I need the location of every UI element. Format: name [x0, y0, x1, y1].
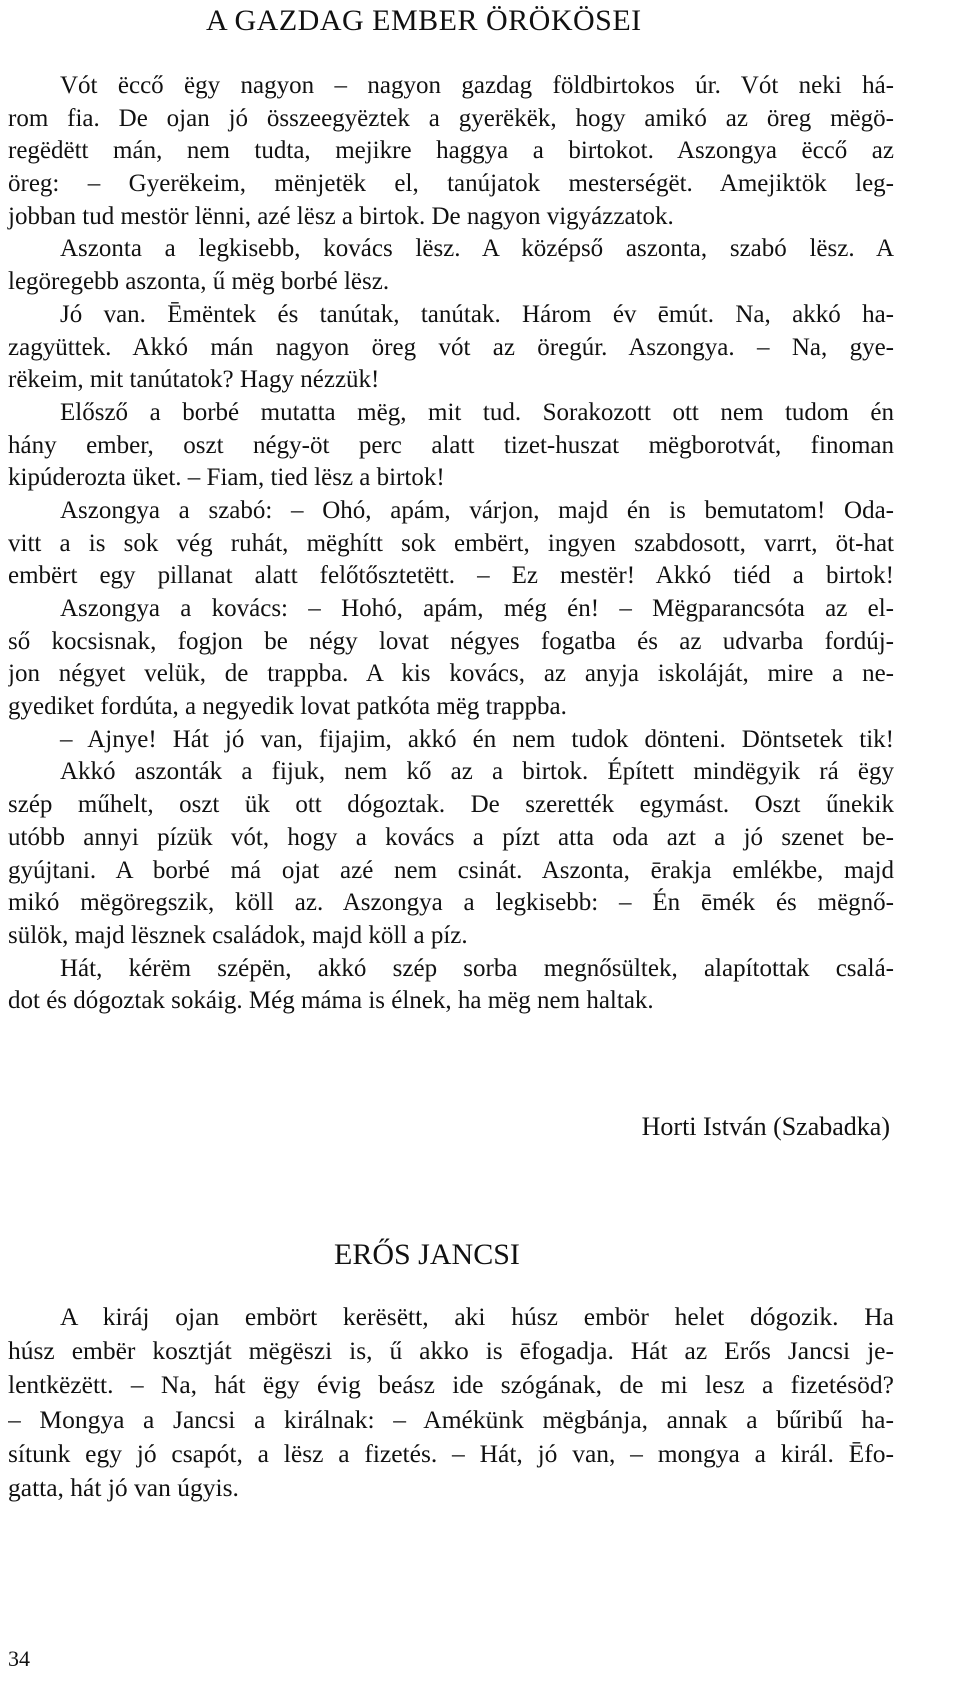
text-line: dot és dógoztak sokáig. Még máma is élnek, ha mëg nem haltak. — [8, 987, 654, 1015]
text-line: legöregebb aszonta, ű mëg borbé lësz. — [8, 268, 390, 296]
text-line: embërt egy pillanat alatt felőtősztetëtt. – Ez mestër! Akkó tiéd a birtok! — [8, 562, 894, 590]
text-line: Aszongya a szabó: – Ohó, apám, várjon, majd én is bemutatom! Oda- — [60, 496, 894, 524]
story-body — [8, 1300, 894, 1505]
text-line: sítunk egy jó csapót, a lësz a fizetés. – Hát, jó van, – mongya a királ. Ēfo- — [8, 1438, 894, 1468]
text-line: gyújtani. A borbé má ojat azé nem csinát. Aszonta, ērakja emlékbe, majd — [8, 856, 894, 884]
text-line: zagyüttek. Akkó mán nagyon öreg vót az öregúr. Aszongya. – Na, gye- — [8, 333, 894, 361]
text-line: jon négyet velük, de trappba. A kis kovács, az anyja iskoláját, mire a ne- — [8, 660, 894, 688]
story-title: A GAZDAG EMBER ÖRÖKÖSEI — [206, 4, 642, 37]
text-line: vitt a is sok vég ruhát, mëghítt sok embërt, ingyen szabdosott, varrt, öt-hat — [8, 529, 894, 557]
text-line: gatta, hát jó van úgyis. — [8, 1472, 239, 1502]
text-line: Elősző a borbé mutatta mëg, mit tud. Sorakozott ott nem tudom én — [60, 398, 894, 426]
text-line: szép műhelt, oszt ük ott dógoztak. De szerették egymást. Oszt űnekik — [8, 791, 894, 819]
text-line: lentkëzëtt. – Na, hát ëgy évig beász ide szógának, de mi lesz a fizetésöd? — [8, 1370, 894, 1400]
text-line: öreg: – Gyerëkeim, mënjetëk el, tanújatok mesterségët. Amejiktök leg- — [8, 170, 894, 198]
text-line: gyediket fordúta, a negyedik lovat patkóta mëg trappba. — [8, 693, 567, 721]
text-line: sülök, majd lësznek családok, majd köll a píz. — [8, 921, 468, 949]
text-line: rëkeim, mit tanútatok? Hagy nézzük! — [8, 366, 380, 394]
text-line: utóbb annyi pízük vót, hogy a kovács a pízt atta oda azt a jó szenet be- — [8, 823, 894, 851]
text-line: jobban tud mestör lënni, azé lësz a birtok. De nagyon vigyázzatok. — [8, 202, 674, 230]
text-line: rom fia. De ojan jó összeegyëztek a gyerëkëk, hogy amikó az öreg mëgö- — [8, 104, 894, 132]
text-line: mikó mëgöregszik, köll az. Aszongya a legkisebb: – Én ēmék és mëgnő- — [8, 889, 894, 917]
page-number: 34 — [8, 1646, 30, 1671]
text-line: regëdëtt mán, nem tudta, mejikre haggya a birtokot. Aszongya ëccő az — [8, 137, 894, 165]
text-line: kipúderozta üket. – Fiam, tied lësz a birtok! — [8, 464, 445, 492]
text-line: – Mongya a Jancsi a királnak: – Amékünk mëgbánja, annak a bűribű ha- — [8, 1404, 894, 1434]
text-line: ső kocsisnak, fogjon be négy lovat négyes fogatba és az udvarba fordúj- — [8, 627, 894, 655]
text-line: – Ajnye! Hát jó van, fijajim, akkó én nem tudok dönteni. Döntsetek tik! — [60, 725, 894, 753]
story-body — [8, 70, 894, 1018]
author-credit: Horti István (Szabadka) — [641, 1112, 890, 1141]
text-line: hány ember, oszt négy-öt perc alatt tizet-huszat mëgborotvát, finoman — [8, 431, 894, 459]
text-line: Jó van. Ēmëntek és tanútak, tanútak. Három év ēmút. Na, akkó ha- — [60, 300, 894, 328]
text-line: Vót ëccő ëgy nagyon – nagyon gazdag földbirtokos úr. Vót neki há- — [60, 72, 894, 99]
text-line: A kiráj ojan embört kerësëtt, aki húsz embör helet dógozik. Ha — [60, 1302, 894, 1331]
text-line: Hát, kérëm szépën, akkó szép sorba megnősültek, alapítottak csalá- — [60, 954, 894, 982]
text-line: húsz embër kosztját mëgëszi is, ű akko is ēfogadja. Hát az Erős Jancsi je- — [8, 1336, 894, 1366]
text-line: Akkó aszonták a fijuk, nem kő az a birtok. Épített mindëgyik rá ëgy — [60, 758, 894, 786]
text-line: Aszongya a kovács: – Hohó, apám, még én! – Mëgparancsóta az el- — [60, 595, 894, 622]
story-title: ERŐS JANCSI — [334, 1238, 520, 1271]
text-line: Aszonta a legkisebb, kovács lësz. A középső aszonta, szabó lësz. A — [60, 235, 894, 263]
